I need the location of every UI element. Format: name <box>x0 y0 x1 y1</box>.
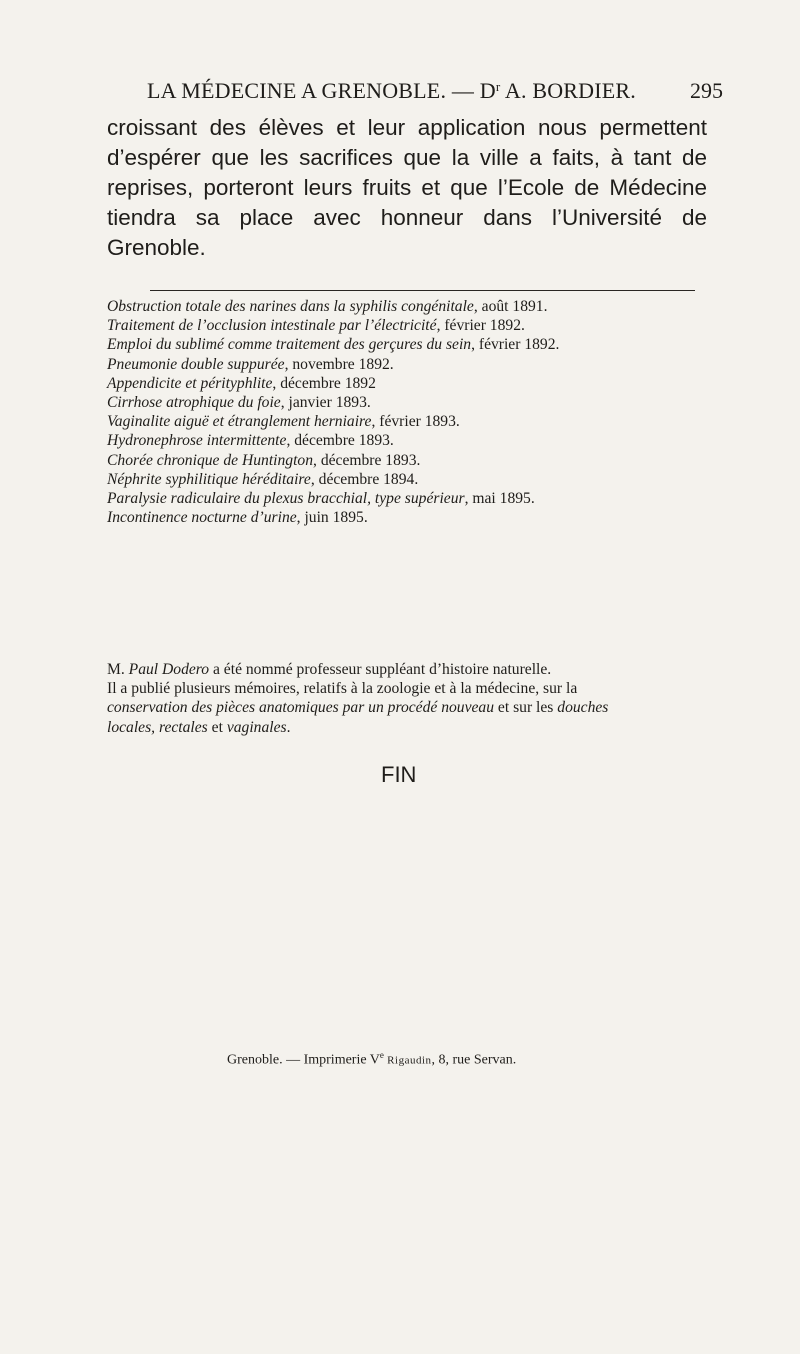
works-list <box>107 297 717 527</box>
note-text: a été nommé professeur suppléant d’histoire naturelle. <box>209 661 552 678</box>
note-line <box>107 660 717 679</box>
intro-paragraph: croissant des élèves et leur application nous permettent d’espérer que les sacrifices que la ville a faits, à tant de reprises, porteront leurs fruits et que l’Ecole de Médecine tiendra sa place avec honneur dans l’Université de Grenoble. <box>107 115 707 260</box>
imprint-superscript: e <box>379 1050 384 1060</box>
fin-marker: FIN <box>381 762 417 787</box>
list-item <box>107 431 717 450</box>
list-item <box>107 470 717 489</box>
work-date: , juin 1895. <box>296 509 368 527</box>
imprint-address: , 8, rue Servan. <box>431 1052 517 1068</box>
running-author: A. BORDIER. <box>500 78 637 103</box>
work-title: Incontinence nocturne d’urine <box>107 509 297 527</box>
work-title: Obstruction totale des narines dans la syphilis congénitale <box>107 298 474 315</box>
work-date: , février 1892. <box>436 317 525 335</box>
note-line <box>107 718 717 737</box>
list-item <box>107 297 717 316</box>
list-item <box>107 451 717 470</box>
running-head <box>147 78 727 104</box>
work-title: Paralysie radiculaire du plexus bracchial, type supérieur <box>107 490 465 508</box>
work-date: , août 1891. <box>473 298 548 315</box>
title-superscript: r <box>495 79 501 94</box>
list-item <box>107 335 717 354</box>
printer-imprint <box>227 1050 516 1069</box>
work-date: , décembre 1893. <box>286 432 394 450</box>
note-text: M. <box>107 661 129 678</box>
note-text: et <box>207 718 227 736</box>
printer-name: Rigaudin <box>383 1054 432 1067</box>
work-date: , décembre 1894. <box>310 470 419 488</box>
work-title: Chorée chronique de Huntington <box>107 451 314 469</box>
note-italic: douches <box>557 699 609 717</box>
person-name: Paul Dodero <box>128 661 210 678</box>
note-italic: vaginales <box>226 718 287 736</box>
note-italic: locales, rectales <box>107 718 208 736</box>
work-title: Traitement de l’occlusion intestinale par l’électricité <box>107 317 437 335</box>
note-italic: par un procédé nouveau <box>338 699 495 717</box>
work-date: , février 1892. <box>471 336 560 354</box>
list-item <box>107 355 717 374</box>
work-title: Appendicite et pérityphlite <box>107 374 273 392</box>
note-text: . <box>286 718 291 736</box>
work-title: Pneumonie double suppurée <box>107 355 285 373</box>
work-title: Néphrite syphilitique héréditaire <box>107 470 311 488</box>
work-date: , janvier 1893. <box>280 394 371 412</box>
note-line: Il a publié plusieurs mémoires, relatifs à la zoologie et à la médecine, sur la <box>107 680 578 698</box>
work-date: , mai 1895. <box>464 490 535 508</box>
list-item <box>107 393 717 412</box>
imprint-text: Grenoble. — Imprimerie V <box>227 1052 380 1068</box>
list-item <box>107 508 717 527</box>
page-number: 295 <box>690 78 723 103</box>
work-date: , décembre 1892 <box>272 374 376 392</box>
work-date: , décembre 1893. <box>313 451 421 469</box>
note-italic: conservation des pièces anatomiques <box>107 699 339 717</box>
list-item <box>107 489 717 508</box>
work-title: Cirrhose atrophique du foie <box>107 394 281 412</box>
section-divider <box>150 290 695 291</box>
list-item <box>107 316 717 335</box>
work-title: Hydronephrose intermittente <box>107 432 287 450</box>
work-date: , février 1893. <box>371 413 460 431</box>
note-line <box>107 698 717 717</box>
work-date: , novembre 1892. <box>284 355 394 373</box>
note-text: et sur les <box>494 699 558 717</box>
work-title: Vaginalite aiguë et étranglement herniaire <box>107 413 372 431</box>
work-title: Emploi du sublimé comme traitement des gerçures du sein <box>107 336 472 354</box>
dodero-note <box>107 660 717 737</box>
running-title: LA MÉDECINE A GRENOBLE. — D <box>147 78 496 103</box>
list-item <box>107 412 717 431</box>
list-item <box>107 374 717 393</box>
